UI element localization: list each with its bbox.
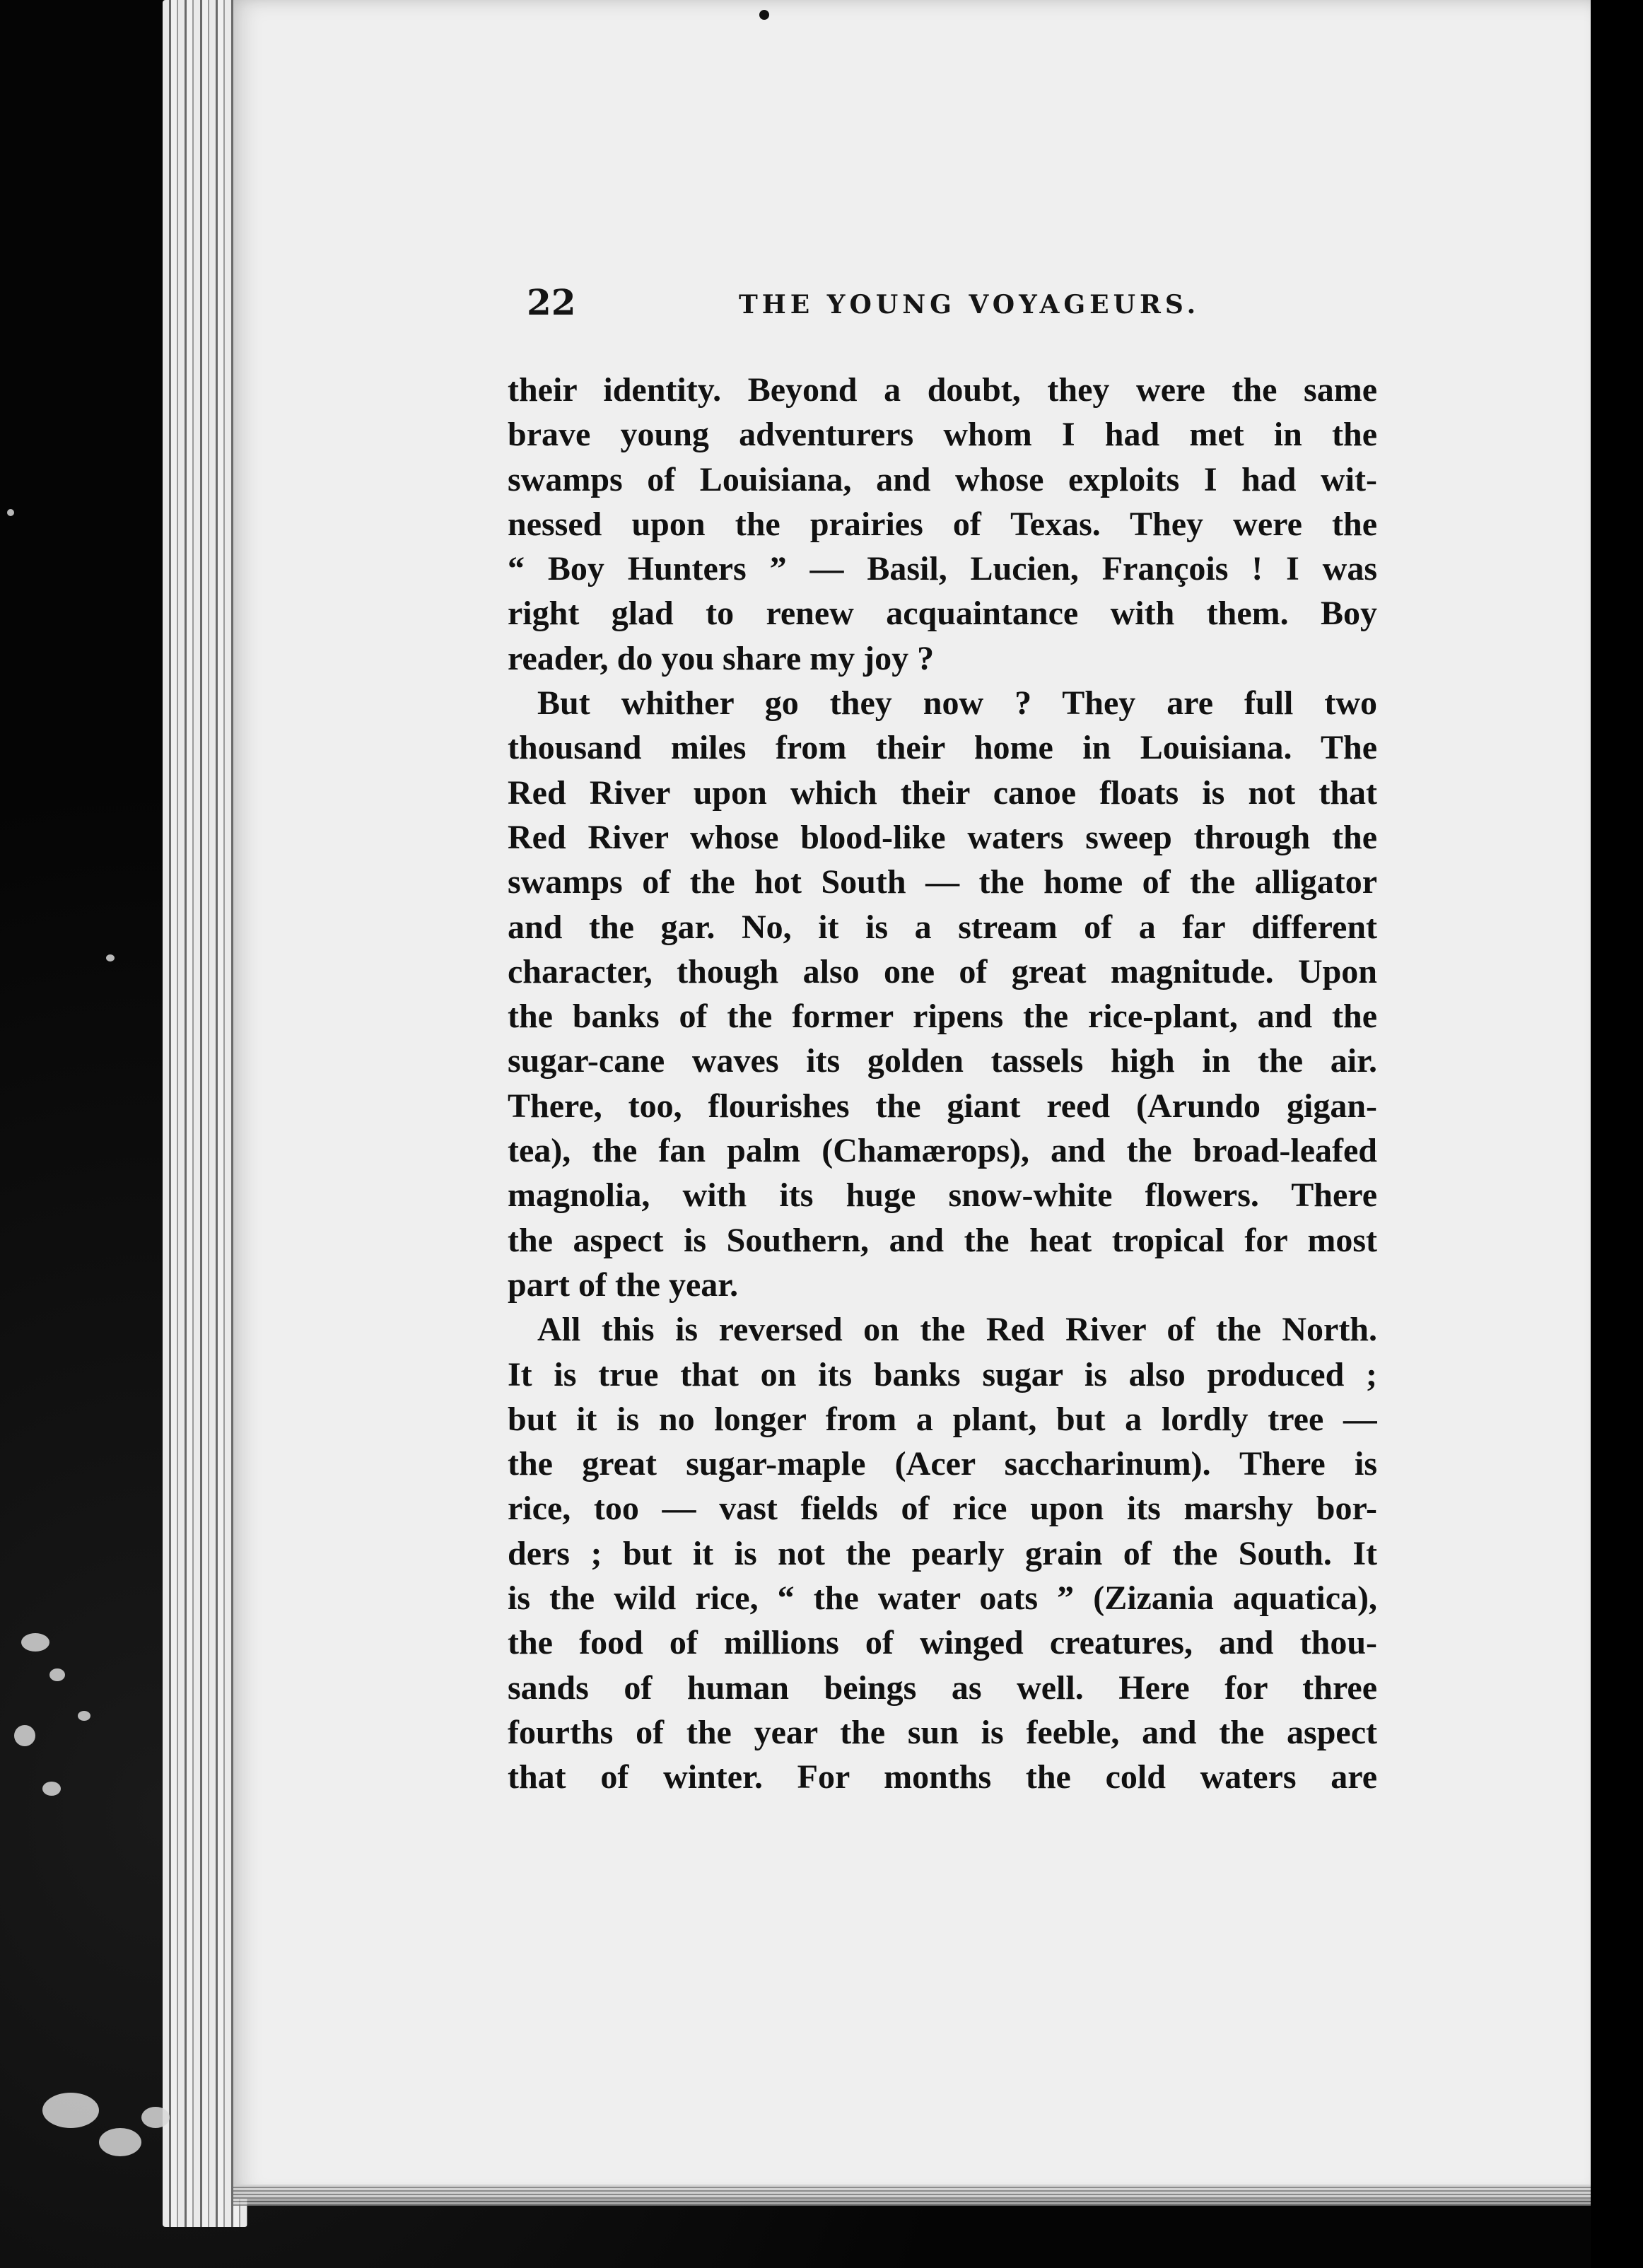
text-line: tea), the fan palm (Chamærops), and the broad-leafed: [508, 1132, 1377, 1170]
right-margin-shadow: [1591, 0, 1643, 2268]
scan-speck: [21, 1633, 49, 1652]
scan-speck: [42, 2093, 99, 2128]
text-line: thousand miles from their home in Louisiana. The: [508, 729, 1377, 767]
paragraph: [508, 1307, 1377, 1799]
text-line: the great sugar-maple (Acer saccharinum). There is: [508, 1445, 1377, 1483]
text-line: is the wild rice, “ the water oats ” (Zizania aquatica),: [508, 1579, 1377, 1618]
paragraph: [508, 681, 1377, 1307]
text-line: “ Boy Hunters ” — Basil, Lucien, François ! I was: [508, 550, 1377, 588]
running-title: THE YOUNG VOYAGEURS.: [739, 290, 1200, 320]
text-line: brave young adventurers whom I had met in the: [508, 416, 1377, 454]
scan-speck: [14, 1725, 35, 1746]
text-line: their identity. Beyond a doubt, they were the same: [508, 371, 1377, 409]
text-line: swamps of Louisiana, and whose exploits I had wit-: [508, 460, 1377, 498]
text-line: ders ; but it is not the pearly grain of the South. It: [508, 1534, 1377, 1572]
text-line: right glad to renew acquaintance with them. Boy: [508, 595, 1377, 633]
text-line: It is true that on its banks sugar is also produced ;: [508, 1355, 1377, 1393]
text-line: All this is reversed on the Red River of the North.: [537, 1311, 1377, 1349]
text-line: part of the year.: [508, 1265, 739, 1304]
page-bottom-edge: [233, 2185, 1601, 2206]
text-line: the aspect is Southern, and the heat tropical for most: [508, 1221, 1377, 1259]
text-line: but it is no longer from a plant, but a lordly tree —: [508, 1400, 1377, 1438]
page-number: 22: [527, 281, 576, 323]
scan-speck: [106, 954, 115, 961]
text-line: There, too, flourishes the giant reed (Arundo gigan-: [508, 1087, 1377, 1125]
text-line: that of winter. For months the cold waters are: [508, 1758, 1377, 1796]
paragraph: [508, 368, 1377, 681]
body-text: [508, 368, 1377, 1800]
text-line: fourths of the year the sun is feeble, and the aspect: [508, 1713, 1377, 1751]
text-line: nessed upon the prairies of Texas. They were the: [508, 505, 1377, 543]
text-line: Red River upon which their canoe floats is not that: [508, 773, 1377, 812]
text-line: the food of millions of winged creatures, and thou-: [508, 1624, 1377, 1662]
scan-speck: [99, 2128, 141, 2156]
scan-speck: [78, 1711, 90, 1721]
text-line: Red River whose blood-like waters sweep through the: [508, 818, 1377, 856]
ink-dot: [759, 10, 769, 20]
text-line: sugar-cane waves its golden tassels high in the air.: [508, 1042, 1377, 1080]
text-line: But whither go they now ? They are full two: [537, 684, 1377, 723]
scan-speck: [7, 509, 14, 516]
text-line: rice, too — vast fields of rice upon its marshy bor-: [508, 1490, 1377, 1528]
text-line: character, though also one of great magnitude. Upon: [508, 952, 1377, 990]
text-line: and the gar. No, it is a stream of a far different: [508, 908, 1377, 946]
scan-speck: [42, 1782, 61, 1796]
scan-speck: [49, 1668, 65, 1681]
text-line: sands of human beings as well. Here for three: [508, 1668, 1377, 1707]
page-header: [527, 281, 1200, 338]
text-line: swamps of the hot South — the home of the alligator: [508, 863, 1377, 901]
text-line: magnolia, with its huge snow-white flowers. There: [508, 1176, 1377, 1215]
text-line: reader, do you share my joy ?: [508, 639, 935, 677]
text-line: the banks of the former ripens the rice-plant, and the: [508, 998, 1377, 1036]
scan-speck: [141, 2107, 170, 2128]
